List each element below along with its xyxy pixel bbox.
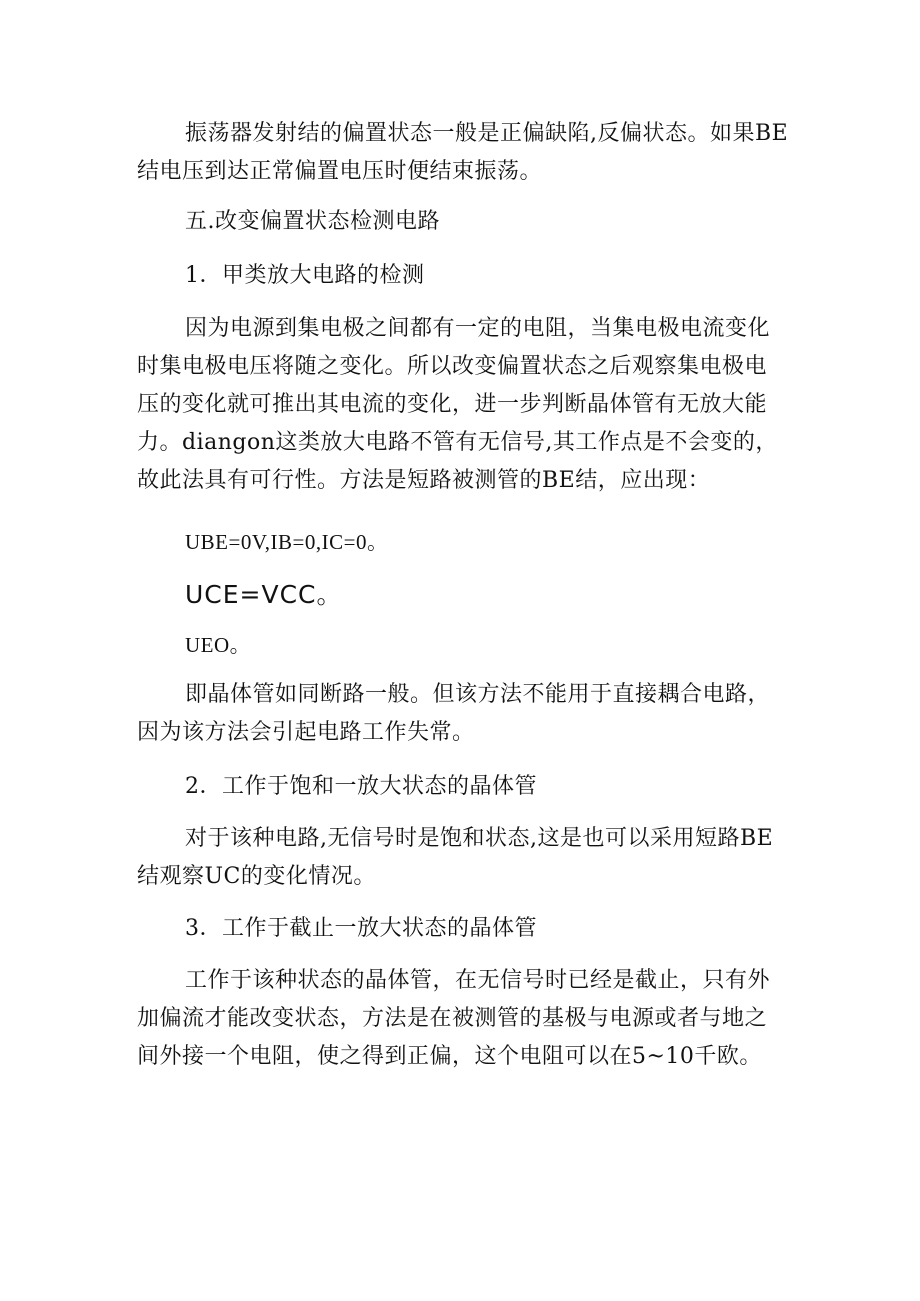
text-line: 即晶体管如同断路一般。但该方法不能用于直接耦合电路，: [185, 682, 771, 707]
paragraph-open-circuit: [137, 676, 792, 752]
equation-2: [137, 576, 792, 614]
text-line: 时集电极电压将随之变化。所以改变偏置状态之后观察集电极电: [137, 354, 768, 379]
text-line: 故此法具有可行性。方法是短路被测管的BE结，应出现：: [137, 468, 711, 493]
section-heading-5: [137, 203, 792, 241]
equation-text: UCE=VCC。: [185, 580, 343, 609]
equation-1: [137, 523, 792, 561]
paragraph-oscillator: [137, 115, 792, 191]
text-line: 工作于该种状态的晶体管，在无信号时已经是截止，只有外: [185, 968, 771, 993]
text-line: 因为该方法会引起电路工作失常。: [137, 720, 475, 745]
paragraph-saturation: [137, 820, 792, 896]
equation-text: UEO。: [185, 633, 252, 657]
paragraph-cutoff: [137, 962, 792, 1076]
text-line: 对于该种电路,无信号时是饱和状态,这是也可以采用短路BE: [185, 826, 774, 851]
subheading-2: [137, 768, 792, 806]
heading-text: 五.改变偏置状态检测电路: [185, 209, 440, 234]
heading-text: 1．甲类放大电路的检测: [185, 263, 425, 288]
heading-text: 3．工作于截止一放大状态的晶体管: [185, 916, 537, 941]
text-line: 压的变化就可推出其电流的变化，进一步判断晶体管有无放大能: [137, 392, 768, 417]
equation-text: UBE=0V,IB=0,IC=0。: [185, 530, 389, 554]
equation-3: [137, 626, 792, 664]
paragraph-class-a: [137, 310, 792, 500]
text-line: 因为电源到集电极之间都有一定的电阻，当集电极电流变化: [185, 316, 771, 341]
subheading-1: [137, 257, 792, 295]
text-line: 力。diangon这类放大电路不管有无信号,其工作点是不会变的，: [137, 430, 778, 455]
text-line: 加偏流才能改变状态，方法是在被测管的基极与电源或者与地之: [137, 1006, 768, 1031]
text-line: 结观察UC的变化情况。: [137, 864, 376, 889]
subheading-3: [137, 910, 792, 948]
text-line: 结电压到达正常偏置电压时便结束振荡。: [137, 159, 543, 184]
text-line: 振荡器发射结的偏置状态一般是正偏缺陷,反偏状态。如果BE: [185, 121, 789, 146]
text-line: 间外接一个电阻，使之得到正偏，这个电阻可以在5~10千欧。: [137, 1044, 762, 1069]
heading-text: 2．工作于饱和一放大状态的晶体管: [185, 774, 537, 799]
